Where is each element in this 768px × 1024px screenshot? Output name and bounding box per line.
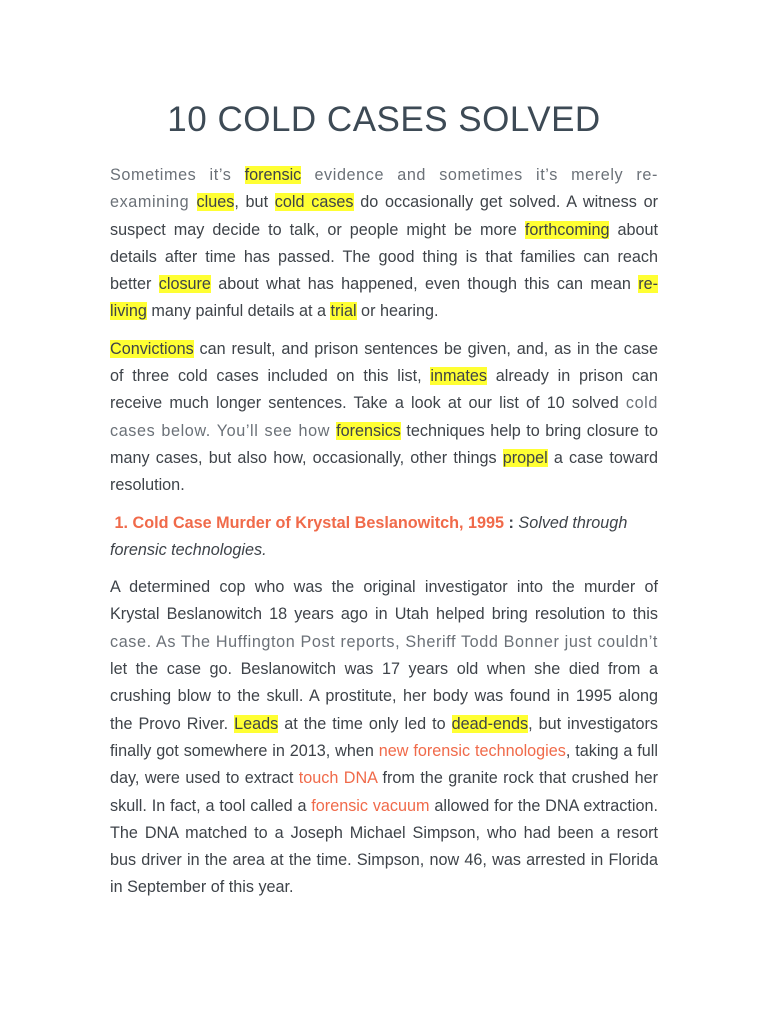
highlight-cold-cases: cold cases [274, 193, 354, 212]
text-run: or hearing. [356, 302, 439, 321]
article-body [110, 162, 658, 912]
intro-paragraph [110, 162, 658, 326]
text-run: , but [234, 193, 275, 212]
text-run: a case toward resolution. [110, 448, 658, 495]
text-run: many painful details at a [146, 302, 331, 321]
highlight-trial: trial [330, 302, 357, 321]
text-run: allowed for the DNA extraction. The DNA matched to a Joseph Michael Simpson, who had been a resort bus driver in the area at the time. Simpson, now 46, was arrested in Florida in September of this year. [110, 796, 658, 897]
case-heading [110, 510, 658, 565]
text-run: A determined cop who was the original investigator into the murder of Krystal Beslanowitch 18 years ago in Utah helped bring resolution to this [110, 578, 658, 624]
case-heading-colon: : [504, 513, 519, 532]
text-run: about details after time has passed. The good thing is that families can reach better [110, 220, 658, 294]
highlight-re-living: re-living [110, 275, 658, 321]
text-run: case. As The Huffington Post reports, Sheriff Todd Bonner just couldn’t [110, 632, 658, 651]
text-run: , taking a full day, were used to extract [110, 741, 658, 788]
highlight-clues: clues [196, 193, 235, 212]
text-run: techniques help to bring closure to many cases, but also how, occasionally, other things [110, 421, 658, 467]
case-1-title-link[interactable]: 1. Cold Case Murder of Krystal Beslanowitch, 1995 [114, 513, 505, 532]
link-new-forensic-technologies[interactable]: new forensic technologies [378, 741, 566, 760]
text-run: at the time only led to [278, 714, 452, 733]
text-run: let the case go. Beslanowitch was 17 years old when she died from a crushing blow to the skull. A prostitute, her body was found in 1995 along the Provo River. [110, 660, 658, 733]
text-run: cold cases below. You’ll see how [110, 394, 658, 440]
text-run: about what has happened, even though this can mean [210, 275, 639, 294]
highlight-convictions: Convictions [110, 339, 194, 358]
highlight-forensic: forensic [244, 166, 302, 184]
text-run: already in prison can receive much longer sentences. Take a look at our list of 10 solved [110, 367, 658, 413]
text-run: do occasionally get solved. A witness or suspect may decide to talk, or people might be more [110, 193, 658, 239]
case-1-paragraph [110, 574, 658, 902]
highlight-forthcoming: forthcoming [524, 220, 610, 239]
highlight-closure: closure [158, 275, 211, 294]
link-touch-dna[interactable]: touch DNA [298, 769, 378, 788]
text-run: from the granite rock that crushed her skull. In fact, a tool called a [110, 769, 658, 815]
highlight-propel: propel [502, 448, 548, 467]
text-run: , but investigators finally got somewhere in 2013, when [110, 714, 658, 760]
link-forensic-vacuum[interactable]: forensic vacuum [311, 796, 430, 815]
text-run: can result, and prison sentences be given, and, as in the case of three cold cases included on this list, [110, 339, 658, 386]
highlight-inmates: inmates [430, 367, 488, 386]
highlight-leads: Leads [234, 714, 279, 733]
second-paragraph [110, 336, 658, 500]
page-title: 10 COLD CASES SOLVED [167, 100, 601, 139]
highlight-dead-ends: dead-ends [451, 714, 529, 733]
text-run: Sometimes it’s [110, 166, 245, 184]
text-run: evidence and sometimes it’s merely re-examining [110, 166, 658, 212]
case-1-subtitle: Solved through forensic technologies. [110, 513, 628, 559]
highlight-forensics: forensics [336, 421, 401, 440]
